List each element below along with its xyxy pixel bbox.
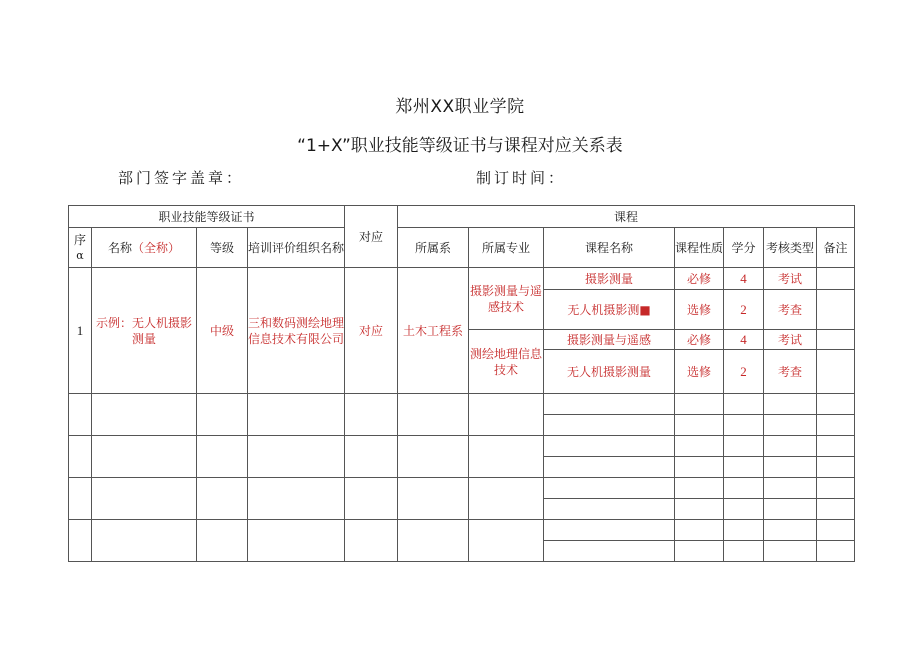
empty-cell (675, 415, 724, 436)
document-subtitle: “1+X”职业技能等级证书与课程对应关系表 (297, 136, 623, 156)
example-major: 测绘地理信息技术 (469, 330, 544, 394)
empty-cell (675, 541, 724, 562)
course-name: 摄影测量与遥感 (544, 330, 675, 350)
course-remark (817, 290, 855, 330)
empty-cell (248, 478, 345, 520)
name-header: 名称（全称） (92, 228, 197, 268)
empty-cell (248, 436, 345, 478)
empty-cell (345, 436, 398, 478)
empty-cell (197, 478, 248, 520)
empty-cell (469, 394, 544, 436)
empty-cell (469, 478, 544, 520)
exam-type-header: 考核类型 (764, 228, 817, 268)
org-header: 培训评价组织名称 (248, 228, 345, 268)
course-name-header: 课程名称 (544, 228, 675, 268)
empty-cell (398, 394, 469, 436)
empty-cell (92, 520, 197, 562)
empty-cell (675, 436, 724, 457)
empty-cell (724, 541, 764, 562)
course-credit: 4 (724, 330, 764, 350)
empty-cell (764, 394, 817, 415)
empty-cell (345, 478, 398, 520)
major-header: 所属专业 (469, 228, 544, 268)
empty-cell (817, 457, 855, 478)
empty-cell (675, 478, 724, 499)
document-title: 郑州XX职业学院 (395, 97, 525, 117)
empty-cell (764, 520, 817, 541)
example-correspond: 对应 (345, 268, 398, 394)
empty-cell (764, 415, 817, 436)
empty-cell (764, 457, 817, 478)
empty-cell (675, 394, 724, 415)
course-name: 无人机摄影测量 (544, 350, 675, 394)
example-major: 摄影测量与遥感技术 (469, 268, 544, 330)
course-remark (817, 268, 855, 290)
course-type: 选修 (675, 290, 724, 330)
empty-cell (544, 415, 675, 436)
course-type: 必修 (675, 268, 724, 290)
empty-cell (544, 499, 675, 520)
empty-cell (817, 499, 855, 520)
cert-group-header: 职业技能等级证书 (69, 206, 345, 228)
seq-header: 序 α (69, 228, 92, 268)
course-remark (817, 330, 855, 350)
empty-cell (724, 436, 764, 457)
empty-cell (724, 499, 764, 520)
empty-cell (817, 415, 855, 436)
empty-cell (398, 436, 469, 478)
empty-cell (469, 520, 544, 562)
correspondence-table (68, 205, 855, 562)
empty-cell (248, 394, 345, 436)
empty-cell (69, 436, 92, 478)
empty-cell (764, 541, 817, 562)
empty-cell (544, 436, 675, 457)
credit-header: 学分 (724, 228, 764, 268)
empty-cell (69, 478, 92, 520)
empty-cell (345, 520, 398, 562)
remark-header: 备注 (817, 228, 855, 268)
seq-symbol: α (76, 248, 84, 262)
empty-cell (469, 436, 544, 478)
course-exam: 考试 (764, 268, 817, 290)
empty-cell (724, 520, 764, 541)
course-exam: 考查 (764, 350, 817, 394)
course-type-header: 课程性质 (675, 228, 724, 268)
level-header: 等级 (197, 228, 248, 268)
course-remark (817, 350, 855, 394)
dept-header: 所属系 (398, 228, 469, 268)
empty-cell (817, 436, 855, 457)
course-name: 摄影测量 (544, 268, 675, 290)
empty-cell (675, 499, 724, 520)
example-seq: 1 (69, 268, 92, 394)
empty-cell (817, 394, 855, 415)
empty-cell (544, 394, 675, 415)
empty-cell (724, 394, 764, 415)
empty-cell (248, 520, 345, 562)
empty-cell (724, 457, 764, 478)
empty-cell (69, 394, 92, 436)
course-type: 选修 (675, 350, 724, 394)
empty-cell (197, 436, 248, 478)
empty-cell (544, 457, 675, 478)
example-org: 三和数码测绘地理信息技术有限公司 (248, 268, 345, 394)
empty-cell (197, 520, 248, 562)
empty-cell (675, 457, 724, 478)
empty-cell (724, 478, 764, 499)
course-credit: 4 (724, 268, 764, 290)
empty-cell (197, 394, 248, 436)
empty-cell (92, 478, 197, 520)
empty-cell (398, 520, 469, 562)
empty-cell (764, 499, 817, 520)
course-exam: 考查 (764, 290, 817, 330)
empty-cell (817, 541, 855, 562)
name-full-note: （全称） (132, 240, 181, 255)
course-type: 必修 (675, 330, 724, 350)
empty-cell (817, 520, 855, 541)
empty-cell (69, 520, 92, 562)
date-label: 制订时间： (476, 169, 567, 187)
empty-cell (92, 436, 197, 478)
empty-cell (764, 436, 817, 457)
empty-cell (398, 478, 469, 520)
course-credit: 2 (724, 290, 764, 330)
empty-cell (764, 478, 817, 499)
empty-cell (817, 478, 855, 499)
example-dept: 土木工程系 (398, 268, 469, 394)
example-level: 中级 (197, 268, 248, 394)
empty-cell (544, 520, 675, 541)
empty-cell (544, 541, 675, 562)
course-exam: 考试 (764, 330, 817, 350)
course-credit: 2 (724, 350, 764, 394)
empty-cell (724, 415, 764, 436)
empty-cell (92, 394, 197, 436)
course-group-header: 课程 (398, 206, 855, 228)
dept-sign-label: 部门签字盖章： (118, 169, 245, 187)
course-name: 无人机摄影测■ (544, 290, 675, 330)
empty-cell (675, 520, 724, 541)
empty-cell (544, 478, 675, 499)
example-cert-name: 示例：无人机摄影测量 (92, 268, 197, 394)
correspond-header: 对应 (345, 206, 398, 268)
empty-cell (345, 394, 398, 436)
